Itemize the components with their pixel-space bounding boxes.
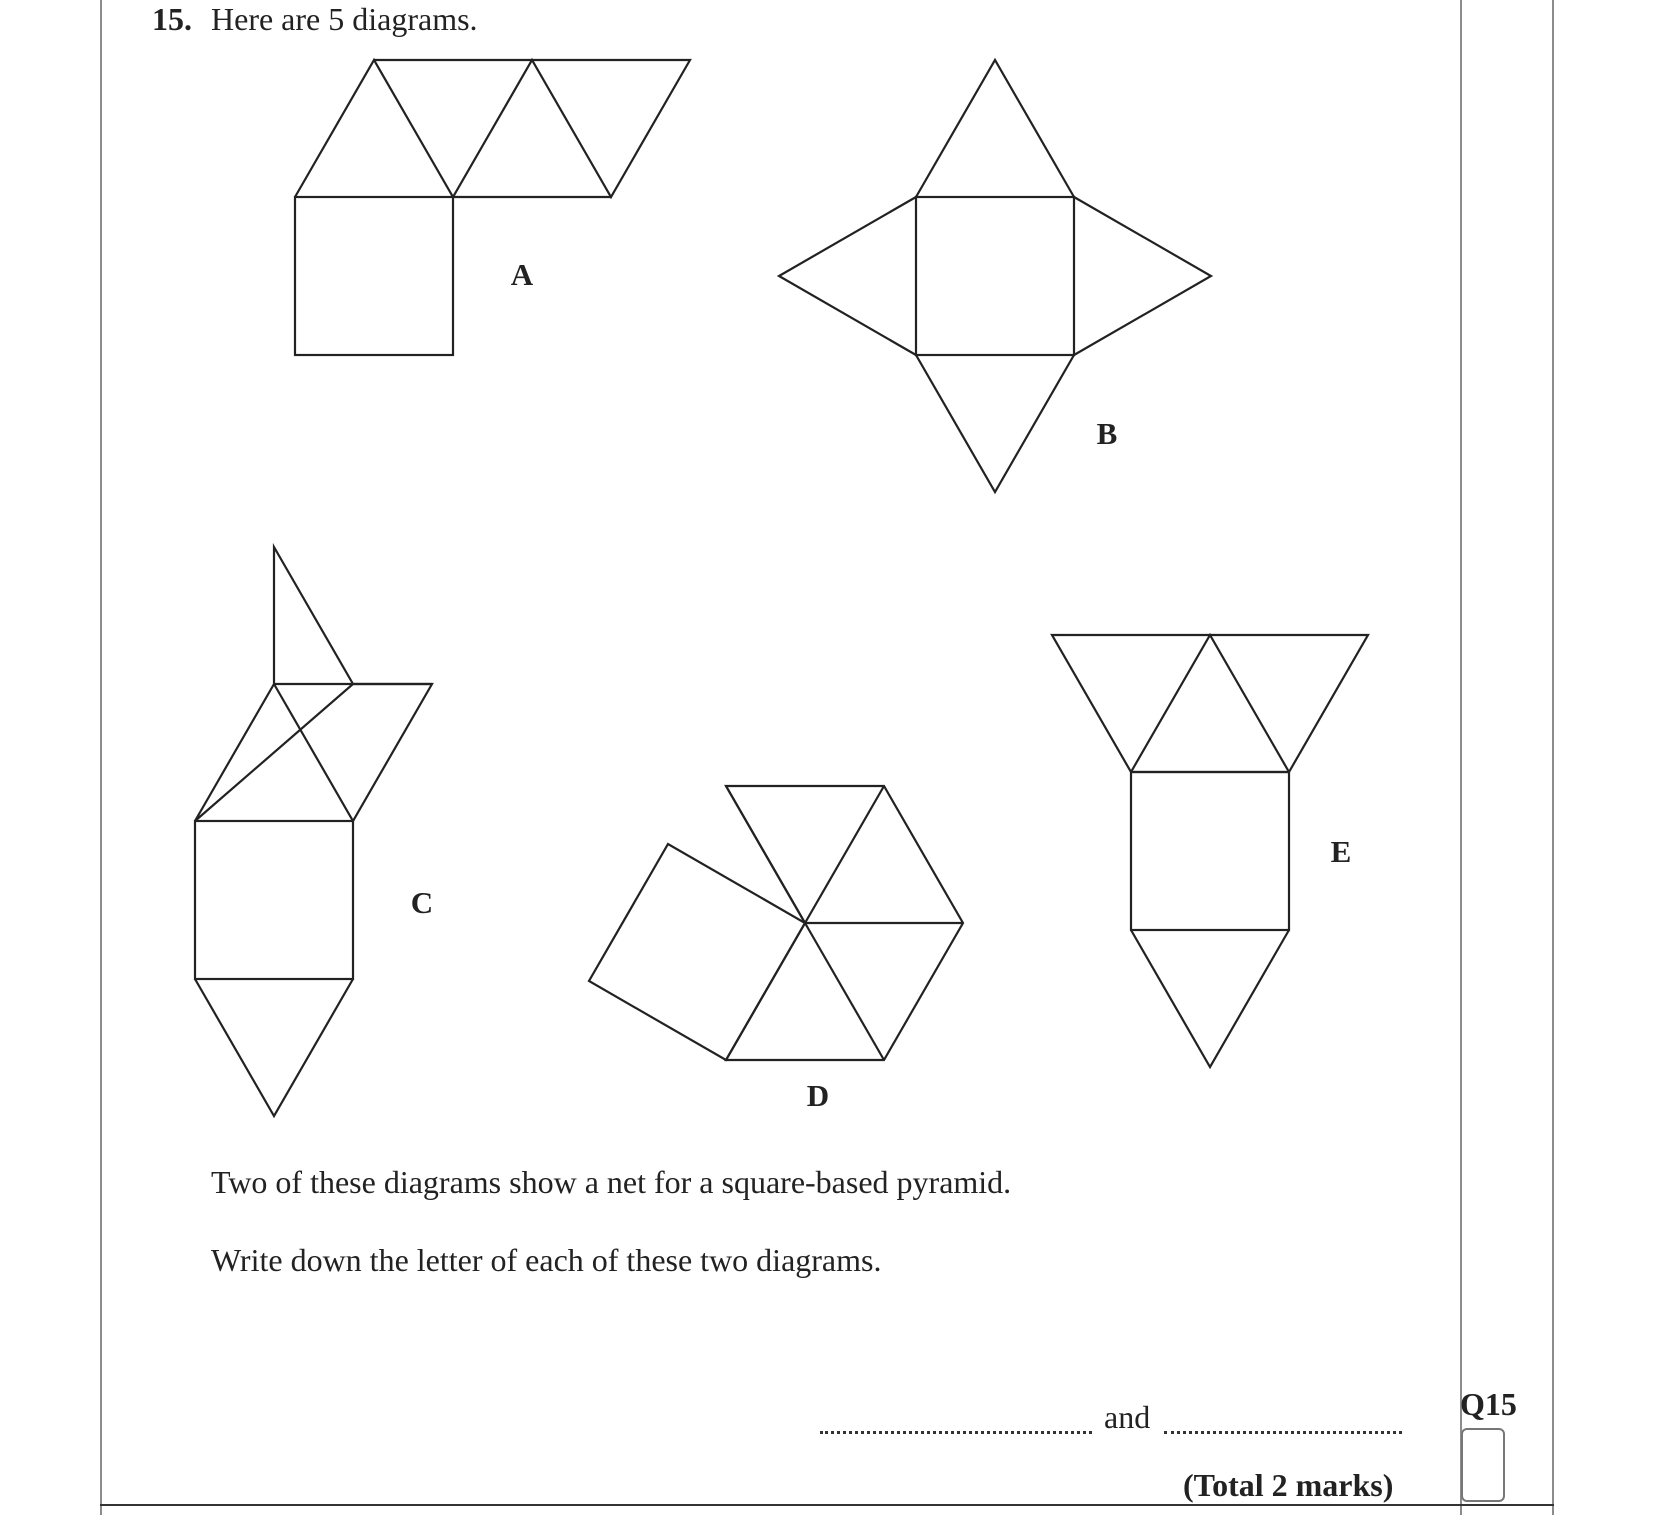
answer-connector: and [1104,1399,1151,1435]
diagram-b-triangle-left [779,197,916,355]
question-reference: Q15 [1460,1386,1517,1422]
diagram-b-triangle-right [1074,197,1211,355]
question-statement: Two of these diagrams show a net for a square-based pyramid. [211,1164,1012,1200]
question-instruction: Write down the letter of each of these two diagrams. [211,1242,882,1278]
diagram-b-triangle-bottom [916,355,1074,492]
total-marks: (Total 2 marks) [1183,1467,1394,1503]
answer-field-2[interactable] [1164,1407,1402,1434]
marks-box [1461,1428,1505,1502]
diagram-a-triangles [295,60,690,197]
question-number: 15. [152,1,192,37]
diagram-d-square [589,844,805,1060]
diagram-d [589,786,963,1113]
diagram-c-triangle-bottom [195,979,353,1116]
diagram-d-label: D [806,1078,830,1113]
diagram-e [1052,635,1368,1067]
diagram-b-label: B [1096,416,1118,451]
diagram-b-triangle-top [916,60,1074,197]
diagram-c-square [195,821,353,979]
diagram-a-square [295,197,453,355]
diagram-b [779,60,1211,492]
diagram-d-spoke-4 [726,786,805,923]
diagram-e-square [1131,772,1289,930]
diagram-c-label: C [410,885,434,920]
diagram-e-triangle-mid [1131,635,1289,772]
diagram-e-triangle-bottom [1131,930,1289,1067]
diagram-b-square [916,197,1074,355]
diagram-c-triangle-mid [274,684,432,821]
diagram-a-label: A [510,257,534,292]
diagram-a [295,60,690,355]
answer-field-1[interactable] [820,1407,1092,1434]
diagram-c [195,547,433,1116]
diagram-d-spoke-1 [805,786,884,923]
diagram-d-spoke-3 [805,923,884,1060]
diagram-e-outline [1052,635,1368,772]
diagram-e-label: E [1330,834,1352,869]
question-intro: Here are 5 diagrams. [211,1,478,37]
